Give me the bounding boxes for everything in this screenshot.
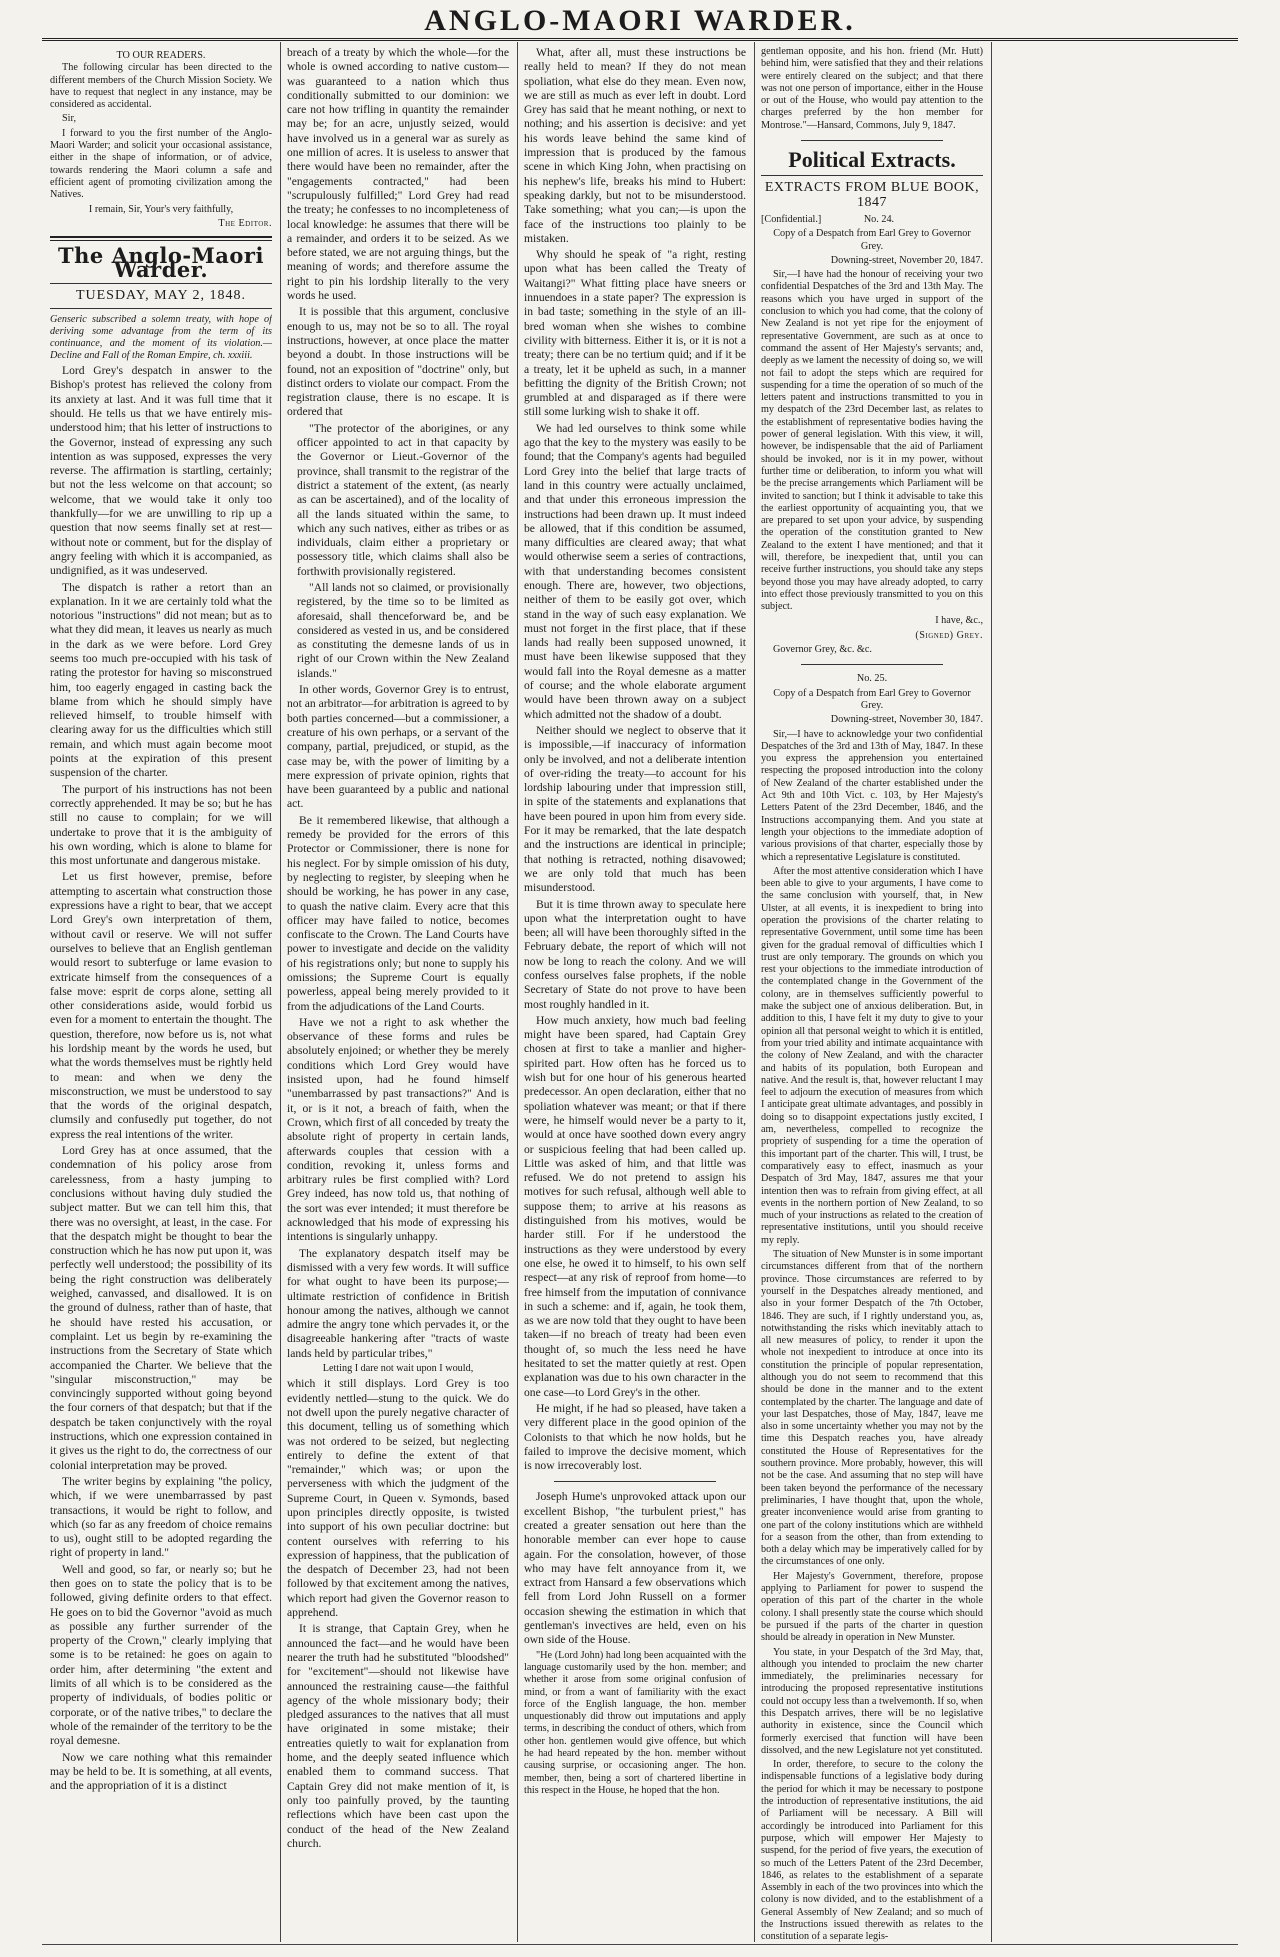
despatch-place: Downing-street, November 20, 1847.: [830, 254, 983, 266]
article-paragraph: Now we care nothing what this remainder may be held to be. It is something, at all events, and the appropriation of it is a distinct: [50, 1750, 272, 1793]
despatch-paragraph: The situation of New Munster is in some important circumstances different from that of the northern province. Those circumstances are referred to by yourself in the Despatches already mentioned, and also in your former Despatch of the 7th October, 1846. They are such, if I rightly understand you, as, notwithstanding the risks which inevitably attach to all new measures of policy, to render it upon the whole not inexpedient to introduce at once into its constitution the principle of popular representation, although you do not seem to recommend that this should be done in the manner and to the extent contemplated by the charter. The language and date of your last Despatches, those of May, 1847, leave me also in some uncertainty whether you may not by the time this Despatch reaches you, have already constituted the House of Representatives for the southern province. More probably, however, this will not be the case. And assuming that no step will have been taken beyond the performance of the necessary preliminaries, I have thought that, upon the whole, greater inconvenience would arise from granting to one part of the colony institutions which are withheld for a season from the other, than from extending to both a delay which may be imperatively called for by the circumstances of one only.: [761, 1249, 983, 1568]
article-paragraph: Have we not a right to ask whether the observance of these forms and rules be absolutely enjoined; or whether they be merely conditions which Lord Grey would have insisted upon, had he found himself "unembarrassed by past transactions?" And is it, or is it not, a breach of faith, when the Crown, which first of all conceded by treaty the absolute right of property in certain lands, afterwards couples that cession with a condition, revoking it, unless forms and arbitrary rules be first complied with? Lord Grey indeed, has now told us, that nothing of the sort was ever intended; it must therefore be acknowledged that his mode of expressing his intentions is singularly unhappy.: [287, 1015, 509, 1244]
column-divider: [517, 42, 518, 1942]
despatch-copy: Copy of a Despatch from Earl Grey to Governor Grey.: [773, 687, 971, 711]
despatch-recipient: Governor Grey, &c. &c.: [773, 644, 872, 656]
article-paragraph: How much anxiety, how much bad feeling might have been spared, had Captain Grey chosen at first to take a manlier and higher-spirited part. How often has he forced us to wish but for one hour of his generous hearted predecessor. An open declaration, either that no spoliation whatever was meant; or that if there were, he himself would never be a party to it, would at once have soothed down every angry or suspicious feeling that had been called up. Little was asked of him, and that little was refused. We do not pretend to assign his motives for such refusal, although well able to suppose them; to arrive at his reasons as distinguished from his motives, would be harder still. For if he understood the instructions as they were understood by every one else, he owed it to himself, to his own self respect—at any risk of reproof from home—to free himself from the imputation of connivance in such a scheme: and if, again, he took them, as we are now told that they ought to have been taken—if no breach of treaty had been even thought of, so much the less need he have hesitated to set the matter quietly at rest. Open explanation was due to his own character in the one case—to Lord Grey's in the other.: [524, 1013, 746, 1399]
divider: [801, 140, 943, 141]
hansard-quote: "He (Lord John) had long been acquainted with the language customarily used by the hon. member; and whether it arose from some original confusion of mind, or from a want of familiarity with the exact force of the English language, the hon. member unquestionably did throw out imputations and apply terms, in describing the conduct of others, which from other hon. gentlemen would give offence, but which he had heard repeated by the hon. member without causing surprise, or occasioning anger. The hon. member, then, being a sort of chartered libertine in this respect in the House, he hoped that the hon.: [524, 1649, 746, 1796]
article-paragraph: breach of a treaty by which the whole—for the whole is owned according to native custom—was guaranteed to a nation which thus conditionally submitted to our dominion: we care not how trifling in quantity the remainder may be; for an acre, unjustly seized, would have involved us in a general war as surely as one million of acres. It is useless to answer that there would have been no remainder, after the "engagements contracted," had been "scrupulously fulfilled;" Lord Grey had read the treaty; he confesses to no incompleteness of local knowledge: he assumes that there will be a remainder, and orders it to be seized. As we before stated, we are not arguing things, but the meaning of words; and therefore assume the right to pin his lordship literally to the very words he used.: [287, 46, 509, 303]
column-3: [524, 46, 746, 1942]
article-paragraph: Let us first however, premise, before attempting to ascertain what construction those expressions have a right to bear, that we accept Lord Grey's own interpretation of them, without cavil or reserve. We will not suffer ourselves to believe that an English gentleman would resort to subterfuge or lame evasion to extricate himself from the consequences of a false move: esprit de corps alone, setting all other considerations aside, would forbid us even for a moment to entertain the thought. The question, therefore, now before us is, not what his lordship meant by the words he used, but what the words themselves must be rightly held to mean: and when we deny the misconstruction, we must be understood to say that the words of the original despatch, clumsily and confusedly put together, do not express the real intentions of the writer.: [50, 870, 272, 1141]
verse-quote: Letting I dare not wait upon I would,: [322, 1363, 474, 1375]
confidential-label: [Confidential.]: [761, 213, 822, 225]
column-1: [50, 46, 272, 1942]
epigraph: Genseric subscribed a solemn treaty, with hope of deriving some advantage from the term of its continuance, and the moment of its violation.—Decline and Fall of the Roman Empire, ch. xxxiii.: [50, 314, 272, 362]
notice-letter: I forward to you the first number of the Anglo-Maori Warder; and solicit your occasional assistance, either in the shape of information, or of advice, towards rendering the Maori column a safe and efficient agent of promoting civilization among the Natives.: [50, 127, 272, 201]
despatch-number: No. 24.: [863, 213, 895, 225]
divider: [50, 283, 272, 284]
article-paragraph: We had led ourselves to think some while ago that the key to the mystery was easily to be found; that the Company's agents had beguiled Lord Grey into the belief that large tracts of land in this country were actually unclaimed, and that under this erroneous impression the instructions had been drawn up. It must indeed be allowed, that if this condition be assumed, many difficulties are cleared away; that what would otherwise seem a series of contractions, with that understanding becomes consistent enough. There are, however, two objections, neither of them to be easily got over, which stand in the way of such easy explanation. We must not forget in the first place, that if these lands had really been supposed unowned, it must have been likewise supposed that they would fall into the Royal demesne as a matter of course; and the whole elaborate argument would have been thrown away on a subject which admitted not the shadow of a doubt.: [524, 421, 746, 721]
despatch-paragraph: You state, in your Despatch of the 3rd May, that, although you intended to proclaim the new charter immediately, the preliminaries necessary for introducing the proposed representative institutions could not occupy less than a twelvemonth. If so, when this Despatch arrives, there will be no legislative authority in existence, since the Council which formerly exercised that function will have been dissolved, and the new Legislature not yet constituted.: [761, 1646, 983, 1756]
page-bottom-rule: [42, 1944, 1238, 1945]
salutation: Sir,: [62, 113, 77, 125]
quoted-instructions: "The protector of the aborigines, or any officer appointed to act in that capacity by the Governor or Lieut.-Governor of the province, shall transmit to the registrar of the district a statement of the extent, (as nearly as can be ascertained), and of the locality of all the lands situated within the same, to which any such natives, either as tribes or as individuals, claim either a proprietary or possessory title, which claims shall also be forthwith provisionally registered.: [297, 421, 509, 578]
article-paragraph: Why should he speak of "a right, resting upon what has been called the Treaty of Waitangi?" What fitting place have sneers or innuendoes in a state paper? The expression is in bad taste; something in the style of an ill-bred woman when she wishes to combine civility with bitterness. Either it is, or it is not a treaty; there can be no tertium quid; and if it be a treaty, let it be upheld as such, in a manner befitting the dignity of the British Crown; not grumbled at and disparaged as if there were still some lurking wish to shake it off.: [524, 248, 746, 419]
despatch-paragraph: Sir,—I have to acknowledge your two confidential Despatches of the 3rd and 13th of May, 1847. In these you express the apprehension you entertained respecting the proposed introduction into the colony of New Zealand of the charter established under the Act 9th and 10th Vict. c. 103, by Her Majesty's Letters Patent of the 23rd December, 1846, and the Instructions accompanying them. And you state at length your objections to the immediate adoption of various provisions of that charter, especially those by which a representative Legislature is constituted.: [761, 728, 983, 863]
notice-signoff: The Editor.: [218, 217, 272, 229]
masthead: ANGLO-MAORI WARDER.: [424, 4, 856, 37]
paper-title: The Anglo-Maori Warder.: [58, 243, 264, 283]
column-divider: [991, 42, 992, 1942]
article-paragraph: The dispatch is rather a retort than an explanation. In it we are certainly told what the notorious "instructions" did not mean; but as to what they did mean, it leaves us nearly as much in the dark as we were before. Lord Grey seems too much pre-occupied with his task of rating the protestor for having so misconstrued him, too eagerly engaged in casting back the blame from which he should simply have relieved himself, to trouble himself with clearing away for us the difficulties which still remain, and which must again become moot points at the expiration of this present suspension of the charter.: [50, 580, 272, 780]
divider: [801, 664, 943, 665]
despatch-copy: Copy of a Despatch from Earl Grey to Governor Grey.: [773, 228, 971, 252]
divider: [50, 308, 272, 309]
despatch-header: [761, 214, 983, 226]
masthead-rule: [42, 38, 1238, 45]
notice-closing: I remain, Sir, Your's very faithfully,: [88, 203, 234, 215]
article-paragraph: But it is time thrown away to speculate here upon what the interpretation ought to have been; all will have been thoroughly sifted in the February debate, the report of which will not now be long to reach the colony. And we will confess ourselves false prophets, if the noble Secretary of State do not prove to have been most roughly handled in it.: [524, 897, 746, 1011]
article-paragraph: He might, if he had so pleased, have taken a very different place in the good opinion of the Colonists to that which he now holds, but he failed to improve the decisive moment, which is now irrecoverably lost.: [524, 1401, 746, 1473]
article-paragraph: The purport of his instructions has not been correctly apprehended. It may be so; but he has still no cause to complain; for we will undertake to prove that it is the ambiguity of his own wording, which is alone to blame for this most unfortunate and dangerous mistake.: [50, 782, 272, 868]
article-paragraph: What, after all, must these instructions be really held to mean? If they do not mean spoliation, what else do they mean. Even now, we are still as much as ever left in doubt. Lord Grey has said that he meant nothing, or next to nothing; and his assertion is decisive: and yet his words leave behind the same kind of impression that is produced by the famous scene in which King John, when practising on his nephew's life, breaks his mind to Hubert: speaking darkly, but not to be misunderstood. Take something; what you can;—is upon the face of the instructions too plainly to be mistaken.: [524, 46, 746, 245]
article-paragraph: Neither should we neglect to observe that it is impossible,—if inaccuracy of information only be involved, and not a deliberate intention of over-riding the treaty—to account for his lordship labouring under that impression still, in spite of the statements and explanations that have been poured in upon him from every side. For it may be remarked, that the late despatch and the instructions are identical in principle; that nothing is retracted, nothing disavowed; we are only told that much has been misunderstood.: [524, 723, 746, 895]
despatch-number: No. 25.: [856, 673, 888, 685]
extracts-title: EXTRACTS FROM BLUE BOOK, 1847: [764, 180, 980, 210]
despatch-signed: (Signed) Grey.: [915, 629, 983, 641]
despatch-body: Sir,—I have had the honour of receiving your two confidential Despatches of the 3rd and 13th May. The reasons which you have urged in support of the conclusion to which you had come, that the colony of New Zealand is not yet ripe for the enjoyment of representative Government, are such as at once to command the assent of Her Majesty's servants; and, deeply as we lament the necessity of doing so, we will not fail to adopt the steps which are required for suspending for a time the operation of so much of the letters patent and instructions transmitted to you in my despatch of the 23rd December last, as relates to the establishment of representative bodies having the power of general legislation. With this view, it will, however, be indispensable that the aid of Parliament should be invoked, nor is it in my power, without further time or deliberation, to inform you what will be the precise arrangements which Parliament will be invited to sanction; but I think it advisable to take this the earliest opportunity of acquainting you, that we are prepared to set upon your advice, by suspending the operation of the constitution granted to New Zealand to the extent I have mentioned; and that it will, therefore, be inexpedient that, until you can receive further instructions, you should take any steps beyond those you may have already adopted, to carry into effect those previously transmitted to you on this subject.: [761, 269, 983, 613]
column-2: [287, 46, 509, 1942]
article-paragraph: The writer begins by explaining "the policy, which, if we were unembarrassed by past transactions, it would be right to follow, and which (so far as any freedom of choice remains to us), ought still to be adopted regarding the right of property in land.": [50, 1474, 272, 1560]
article-paragraph: It is possible that this argument, conclusive enough to us, may not be so to all. The royal instructions, however, at once place the matter beyond a doubt. In those instructions will be found, not an exposition of "doctrine" only, but distinct orders to violate our compact. From the registration clause, there is no escape. It is ordered that: [287, 305, 509, 419]
section-title: Political Extracts.: [788, 147, 956, 173]
divider: [761, 175, 983, 176]
column-divider: [754, 42, 755, 1942]
article-paragraph: In other words, Governor Grey is to entrust, not an arbitrator—for arbitration is agreed to by both parties concerned—but a commissioner, a creature of his own perhaps, or a servant of the company, partial, prejudiced, or stupid, as the case may be, with the power of limiting by a mere expression of private opinion, rights that have been guaranteed by a public and national act.: [287, 683, 509, 811]
despatch-paragraph: Her Majesty's Government, therefore, propose applying to Parliament for power to suspend the operation of this part of the charter in the whole colony. I shall presently state the course which should be pursued if the parts of the charter in question should be already in operation in New Munster.: [761, 1570, 983, 1644]
article-paragraph: which it still displays. Lord Grey is too evidently nettled—stung to the quick. We do not dwell upon the purely negative character of this document, telling us of something which was not ordered to be seized, but neglecting entirely to define the extent of that "remainder," which was; or upon the perverseness with which the judgment of the Supreme Court, in Queen v. Symonds, based upon principles directly opposite, is twisted into support of his own peculiar doctrine: but content ourselves with referring to his expression of happiness, that the publication of the despatch of December 23, had not been followed by that excitement among the natives, which report had given the Governor reason to apprehend.: [287, 1377, 509, 1620]
article-paragraph: Joseph Hume's unprovoked attack upon our excellent Bishop, "the turbulent priest," has created a greater sensation out here than the honorable member can ever hope to cause again. For the consolation, however, of those who may have felt annoyance from it, we extract from Hansard a few observations which fell from Lord John Russell on a former occasion shewing the estimation in which that gentleman's invectives are held, even on his own side of the House.: [524, 1490, 746, 1647]
article-paragraph: Well and good, so far, or nearly so; but he then goes on to state the policy that is to be followed, giving definite orders to that effect. He goes on to bid the Governor "avoid as much as possible any further surrender of the property of the Crown," clearly implying that some is to be retained: he goes on again to order him, after determining "the extent and limits of all which is to be considered as the property of individuals, of bodies politic or corporate, or of the native tribes," to declare the whole of the remainder of the territory to be the royal demesne.: [50, 1562, 272, 1748]
article-paragraph: Be it remembered likewise, that although a remedy be provided for the errors of this Protector or Commissioner, there is none for his neglect. For by simple omission of his duty, by neglecting to register, by sleeping when he should be working, he has power in any case, to quash the native claim. Every acre that this officer may have failed to notice, becomes confiscate to the Crown. The Land Courts have power to investigate and decide on the validity of his registrations only; but none to supply his omissions; the Supreme Court is equally powerless, appeal being merely provided to it from the adjudications of the Land Courts.: [287, 813, 509, 1013]
hansard-quote-end: gentleman opposite, and his hon. friend (Mr. Hutt) behind him, were satisfied that they and their relations were entirely cleared on the subject; and that there was not one person of importance, either in the House or out of the House, who would pay attention to the charges preferred by the hon member for Montrose."—Hansard, Commons, July 9, 1847.: [761, 46, 983, 131]
notice-text: The following circular has been directed to the different members of the Church Mission Society. We have to request that neglect in any instance, may be considered as accidental.: [50, 62, 272, 111]
divider: [554, 1481, 716, 1482]
article-paragraph: The explanatory despatch itself may be dismissed with a very few words. It will suffice for what ought to have been its purpose;—ultimate restriction of confidence in British honour among the natives, although we cannot admire the angry tone which pervades it, or the disagreeable hankering after "tracts of waste lands held by particular tribes,": [287, 1246, 509, 1360]
quoted-instructions: "All lands not so claimed, or provisionally registered, by the time so to be limited as aforesaid, shall thenceforward be, and be considered as vested in us, and be considered as constituting the demesne lands of us in right of our Crown within the New Zealand islands.": [297, 580, 509, 680]
article-paragraph: It is strange, that Captain Grey, when he announced the fact—and he would have been nearer the truth had he substituted "bloodshed" for "excitement"—should not likewise have announced the restraining cause—the faithful agency of the whole missionary body; their pledged assurances to the natives that all must have originated in some mistake; their entreaties quietly to wait for explanation from home, and the deeply seated influence which enabled them to command success. That Captain Grey did not make mention of it, is only too painfully proved, by the taunting reflections which have been cast upon the conduct of the head of the New Zealand church.: [287, 1622, 509, 1850]
notice-title: TO OUR READERS.: [116, 50, 206, 61]
article-paragraph: Lord Grey's despatch in answer to the Bishop's protest has relieved the colony from its anxiety at last. And it was full time that it should. He tells us that we have entirely mis-understood him; that his letter of instructions to the Governor, instead of expressing any such intention as was supposed, expresses the very reverse. The affirmation is startling, certainly; but not the less welcome on that account; so welcome, that we would take it only too thankfully—for we are unwilling to rip up a question that now seems finally set at rest—without note or comment, but for the display of angry feeling with which it is accompanied, as undignified, as it was undeserved.: [50, 364, 272, 578]
despatch-paragraph: After the most attentive consideration which I have been able to give to your arguments, I have come to the same conclusion with yourself, that, in New Ulster, at all events, it is inexpedient to bring into operation the provisions of the charter relating to representative Government, until some time has been given for the gradual removal of difficulties which I trust are only temporary. The grounds on which you rest your objections to the immediate introduction of the contemplated change in the Government of the colony, are in themselves sufficiently powerful to make the subject one of anxious deliberation. But, in addition to this, I have felt it my duty to give to your opinion all that personal weight to which it is entitled, from your tried ability and intimate acquaintance with the colony of New Zealand, and with the character and habits of its population, both European and native. And the result is, that, however reluctant I may feel to adjourn the execution of measures from which I anticipate great ultimate advantages, and possibly in doing so to disappoint expectations justly excited, I am, nevertheless, compelled to recognize the propriety of suspending for a time the operation of this important part of the charter. This will, I trust, be comparatively easy to effect, inasmuch as your Despatch of 3rd May, 1847, assures me that your intention then was to refrain from giving effect, at all events in the northern portion of New Zealand, to so much of your instructions as related to the creation of representative institutions, until you should receive my reply.: [761, 865, 983, 1246]
issue-date: TUESDAY, MAY 2, 1848.: [75, 287, 247, 303]
column-divider: [280, 42, 281, 1942]
despatch-paragraph: In order, therefore, to secure to the colony the indispensable functions of a legislative body during the period for which it may be necessary to postpone the introduction of representative institutions, the aid of Parliament will be necessary. A Bill will accordingly be introduced into Parliament for this purpose, which will empower Her Majesty to suspend, for the period of five years, the execution of so much of the Letters Patent of the 23rd December, 1846, as relates to the establishment of a separate Assembly in each of the two provinces into which the colony is now divided, and to the establishment of a General Assembly of New Zealand; and so much of the Instructions issued therewith as relates to the constitution of a separate legis-: [761, 1759, 983, 1942]
despatch-place: Downing-street, November 30, 1847.: [830, 714, 983, 726]
despatch-closing: I have, &c.,: [935, 615, 983, 627]
divider: [50, 236, 272, 241]
column-4: [761, 46, 983, 1942]
article-paragraph: Lord Grey has at once assumed, that the condemnation of his policy arose from carelessness, from a hasty jumping to conclusions without having duly studied the subject matter. But we can tell him this, that there was no oversight, at least, in the case. For that the despatch might be thought to bear the construction which he has now put upon it, was perfectly well understood; the possibility of its being the right construction was deliberately weighed, canvassed, and disallowed. It is on the ground of dulness, rather than of haste, that he should have rested his accusation, or complaint. Let us begin by re-examining the instructions from the Secretary of State which accompanied the Charter. We believe that the "singular misconstruction," may be convincingly supported without going beyond the four corners of that despatch; but that if the despatch be taken conjunctively with the royal instructions, which one expression contained in it gives us the right to do, the correctness of our colonial interpretation may be proved.: [50, 1144, 272, 1472]
